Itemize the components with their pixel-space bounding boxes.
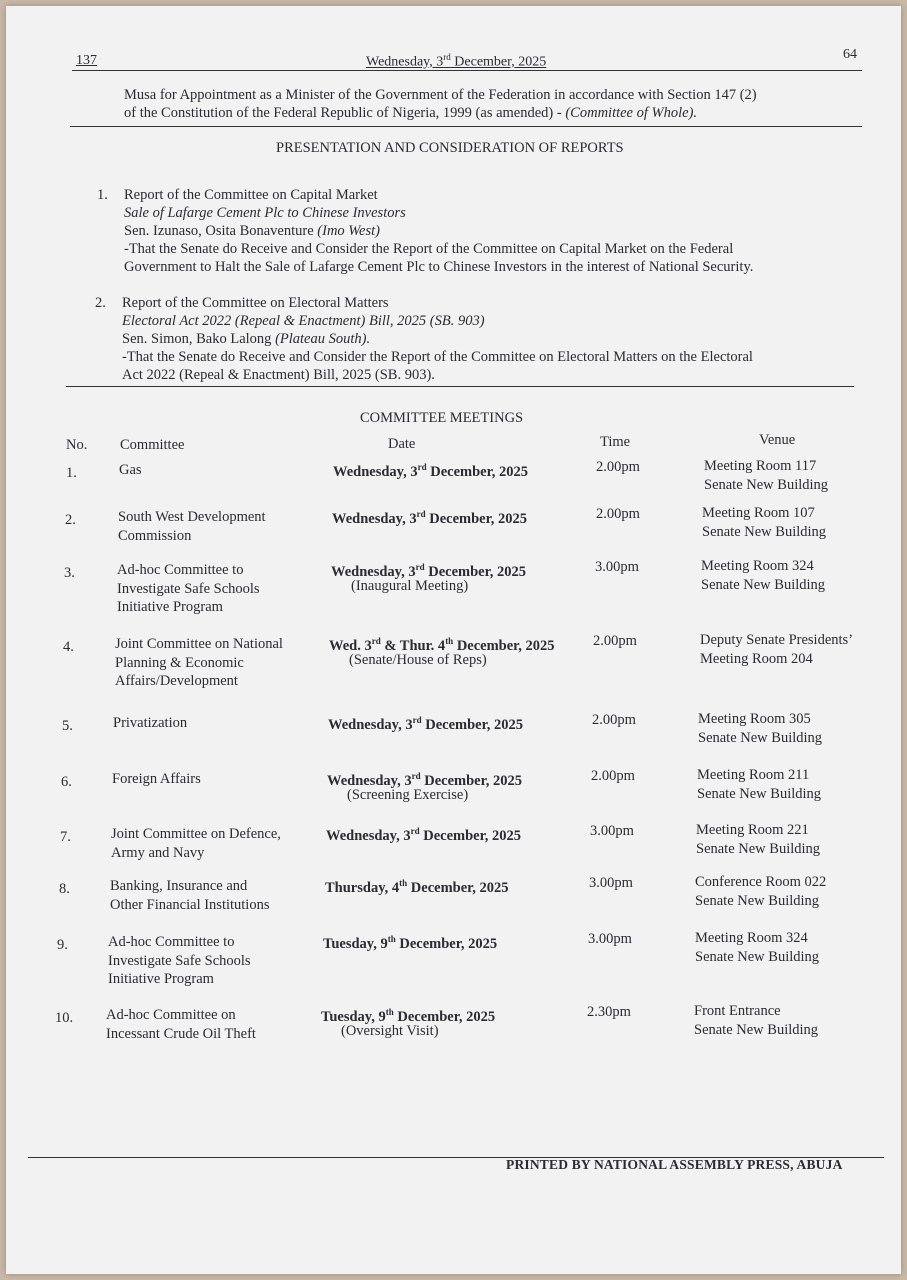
meeting-venue-line: Meeting Room 211: [697, 767, 810, 783]
meeting-venue-line: Meeting Room 204: [700, 650, 813, 667]
meetings-heading: COMMITTEE MEETINGS: [360, 410, 524, 426]
report-1-sponsor-constituency: (Imo West): [317, 223, 380, 239]
committee-name-line: Privatization: [113, 715, 188, 731]
committee-name-line: Gas: [119, 462, 142, 478]
committee-name-line: Affairs/Development: [115, 673, 238, 689]
report-1-title: Report of the Committee on Capital Market: [124, 187, 378, 203]
section-rule-1: [70, 126, 862, 127]
row-number: 6.: [61, 774, 72, 790]
meeting-venue-line: Senate New Building: [696, 840, 821, 857]
meeting-time: 3.00pm: [590, 823, 634, 839]
reports-heading: PRESENTATION AND CONSIDERATION OF REPORTS: [276, 140, 624, 156]
report-1-motion-line-2: Government to Halt the Sale of Lafarge Cement Plc to Chinese Investors in the interest of National Security.: [124, 259, 754, 275]
committee-name-line: Banking, Insurance and: [110, 878, 248, 894]
committee-name-line: Incessant Crude Oil Theft: [106, 1025, 256, 1042]
row-number: 5.: [62, 718, 73, 734]
column-header-no: No.: [66, 437, 88, 453]
meeting-venue-line: Meeting Room 117: [704, 458, 817, 474]
committee-name-line: Other Financial Institutions: [110, 896, 270, 913]
row-number: 3.: [64, 565, 75, 581]
row-number: 4.: [63, 639, 74, 655]
committee-name-line: Investigate Safe Schools: [117, 580, 260, 597]
meeting-date-line: Wednesday, 3rd December, 2025: [328, 715, 523, 733]
meeting-date-line: (Oversight Visit): [341, 1022, 439, 1039]
meeting-time: 2.00pm: [592, 712, 636, 728]
committee-name-line: Foreign Affairs: [112, 771, 201, 787]
meeting-date-line: Tuesday, 9th December, 2025: [321, 1007, 496, 1025]
header-rule: [72, 70, 862, 71]
meeting-date-line: (Senate/House of Reps): [349, 651, 487, 668]
section-rule-2: [66, 386, 854, 387]
meeting-date-line: Wednesday, 3rd December, 2025: [333, 462, 528, 480]
meeting-time: 3.00pm: [588, 931, 632, 947]
meeting-venue-line: Senate New Building: [697, 785, 822, 802]
meeting-venue-line: Meeting Room 107: [702, 505, 815, 521]
committee-name-line: Ad-hoc Committee to: [108, 934, 235, 950]
continued-line-2-italic: (Committee of Whole).: [565, 105, 698, 121]
meeting-time: 3.00pm: [589, 875, 633, 891]
committee-name-line: Investigate Safe Schools: [108, 952, 251, 969]
report-2-number: 2.: [95, 295, 106, 311]
meeting-date-line: Wednesday, 3rd December, 2025: [326, 826, 521, 844]
committee-name-line: Commission: [118, 527, 192, 544]
committee-name-line: Joint Committee on National: [115, 636, 283, 652]
report-1-subject: Sale of Lafarge Cement Plc to Chinese Investors: [124, 205, 406, 221]
meeting-date-line: Wed. 3rd & Thur. 4th December, 2025: [329, 636, 555, 654]
meeting-venue-line: Senate New Building: [704, 476, 829, 493]
committee-name-line: South West Development: [118, 509, 266, 525]
continued-line-2: [124, 104, 697, 122]
meeting-date-line: Tuesday, 9th December, 2025: [323, 934, 498, 952]
continued-line-2-text: of the Constitution of the Federal Republic of Nigeria, 1999 (as amended) -: [124, 105, 566, 121]
column-header-venue: Venue: [759, 432, 796, 448]
report-2-motion-line-1: -That the Senate do Receive and Consider the Report of the Committee on Electoral Matters on the Electoral: [122, 349, 753, 365]
continued-line-1: Musa for Appointment as a Minister of the Government of the Federation in accordance with Section 147 (2): [124, 87, 757, 103]
page-date-header: Wednesday, 3rd December, 2025: [366, 52, 547, 70]
page-left-number: 137: [76, 53, 97, 68]
committee-name-line: Army and Navy: [111, 844, 205, 861]
row-number: 1.: [66, 465, 77, 481]
meeting-venue-line: Senate New Building: [694, 1021, 819, 1038]
report-2-sponsor-name: Sen. Simon, Bako Lalong: [122, 331, 276, 347]
meeting-venue-line: Senate New Building: [702, 523, 827, 540]
row-number: 2.: [65, 512, 76, 528]
meeting-venue-line: Meeting Room 324: [701, 558, 814, 574]
meeting-date-line: (Inaugural Meeting): [351, 577, 469, 594]
page-number: 64: [843, 47, 857, 62]
report-2-title: Report of the Committee on Electoral Matters: [122, 295, 389, 311]
column-header-date: Date: [388, 436, 416, 452]
meeting-date-line: Wednesday, 3rd December, 2025: [327, 771, 522, 789]
meeting-venue-line: Meeting Room 221: [696, 822, 809, 838]
meeting-venue-line: Meeting Room 305: [698, 711, 811, 727]
report-1-number: 1.: [97, 187, 108, 203]
committee-name-line: Ad-hoc Committee to: [117, 562, 244, 578]
row-number: 8.: [59, 881, 70, 897]
meeting-time: 2.00pm: [596, 506, 640, 522]
meeting-venue-line: Meeting Room 324: [695, 930, 808, 946]
meeting-venue-line: Senate New Building: [698, 729, 823, 746]
meeting-venue-line: Conference Room 022: [695, 874, 827, 890]
meeting-venue-line: Front Entrance: [694, 1003, 781, 1019]
meeting-time: 3.00pm: [595, 559, 639, 575]
report-1-sponsor-name: Sen. Izunaso, Osita Bonaventure: [124, 223, 318, 239]
report-2-motion-line-2: Act 2022 (Repeal & Enactment) Bill, 2025 (SB. 903).: [122, 367, 435, 383]
meeting-date-line: Wednesday, 3rd December, 2025: [331, 562, 526, 580]
meeting-venue-line: Senate New Building: [701, 576, 826, 593]
meeting-venue-line: Deputy Senate Presidents’: [700, 632, 854, 648]
meeting-time: 2.00pm: [596, 459, 640, 475]
committee-name-line: Joint Committee on Defence,: [111, 826, 281, 842]
column-header-time: Time: [600, 434, 631, 450]
meeting-time: 2.30pm: [587, 1004, 631, 1020]
meeting-date-line: (Screening Exercise): [347, 786, 469, 803]
row-number: 10.: [55, 1010, 74, 1026]
committee-name-line: Initiative Program: [108, 971, 214, 987]
meeting-venue-line: Senate New Building: [695, 892, 820, 909]
committee-name-line: Ad-hoc Committee on: [106, 1007, 236, 1023]
committee-name-line: Planning & Economic: [115, 654, 244, 671]
column-header-committee: Committee: [120, 437, 185, 453]
meeting-date-line: Thursday, 4th December, 2025: [325, 878, 509, 896]
report-1-sponsor: [124, 222, 380, 240]
footer-printer-line: PRINTED BY NATIONAL ASSEMBLY PRESS, ABUJA: [506, 1157, 843, 1172]
meeting-time: 2.00pm: [593, 633, 637, 649]
meeting-date-line: Wednesday, 3rd December, 2025: [332, 509, 527, 527]
meeting-time: 2.00pm: [591, 768, 635, 784]
row-number: 7.: [60, 829, 71, 845]
report-2-subject: Electoral Act 2022 (Repeal & Enactment) Bill, 2025 (SB. 903): [122, 313, 485, 329]
report-2-sponsor: [122, 330, 370, 348]
document-page: [6, 6, 901, 1274]
row-number: 9.: [57, 937, 68, 953]
report-1-motion-line-1: -That the Senate do Receive and Consider the Report of the Committee on Capital Market on the Federal: [124, 241, 734, 257]
report-2-sponsor-constituency: (Plateau South).: [275, 331, 371, 347]
meeting-venue-line: Senate New Building: [695, 948, 820, 965]
committee-name-line: Initiative Program: [117, 599, 223, 615]
